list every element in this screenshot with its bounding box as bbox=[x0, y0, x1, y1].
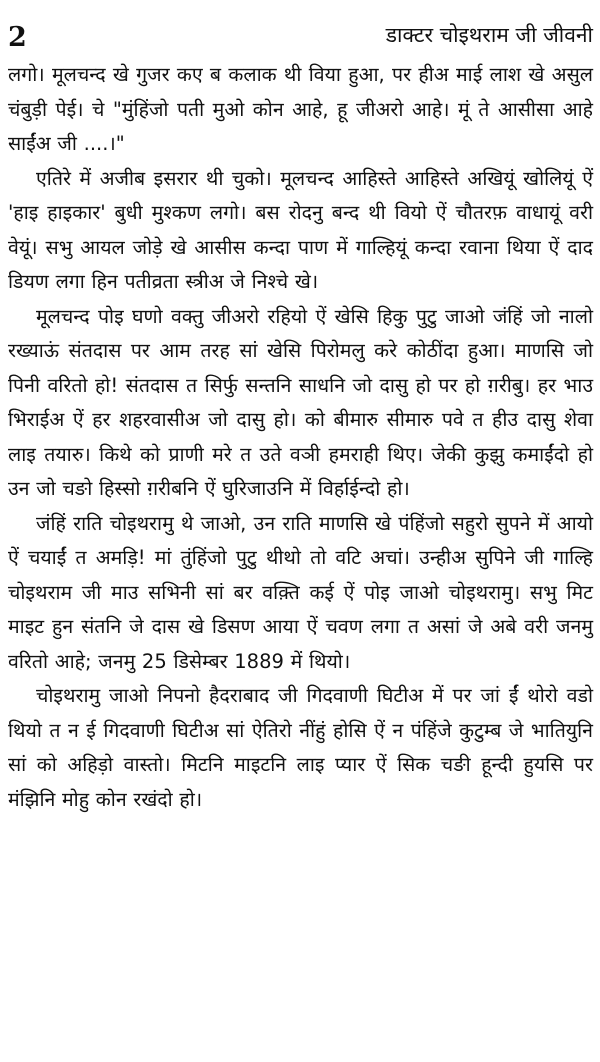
page-number: 2 bbox=[8, 22, 27, 53]
page-header bbox=[8, 24, 593, 58]
paragraph: चोइथरामु जाओ निपनो हैदराबाद जी गिदवाणी घिटीअ में पर जां ईं थोरो वडो थियो त न ई गिदवाणी घिटीअ सां ऐतिरो नींहुं होसि ऐं न पंहिंजे कुटुम्ब जे भातियुनि सां को अहिड़ो वास्तो। मिटनि माइटनि लाइ प्यार ऐं सिक चङी हून्दी हुयसि पर मंझिनि मोहु कोन रखंदो हो। bbox=[8, 684, 593, 811]
paragraph: मूलचन्द पोइ घणो वक्तु जीअरो रहियो ऐं खेसि हिकु पुटु जाओ जंहिं जो नालो रख्याऊं संतदास पर आम तरह सां खेसि पिरोमलु करे कोठींदा हुआ। माणसि जो पिनी वरितो हो! संतदास त सिर्फु सन्तनि साधनि जो दासु हो पर हो ग़रीबु। हर भाउ भिराईअ ऐं हर शहरवासीअ जो दासु हो। को बीमारु सीमारु पवे त हीउ दासु शेवा लाइ तयारु। किथे को प्राणी मरे त उते वञी हमराही थिए। जेकी कुझु कमाईंदो हो उन जो चङो हिस्सो ग़रीबनि ऐं घुरिजाउनि में विर्हाईन्दो हो। bbox=[8, 304, 593, 500]
body-text bbox=[8, 58, 593, 817]
paragraph: लगो। मूलचन्द खे गुजर कए ब कलाक थी विया हुआ, पर हीअ माई लाश खे असुल चंबुड़ी पेई। चे "मुंहिंजो पती मुओ कोन आहे, हू जीअरो आहे। मूं ते आसीसा आहे साईंअ जी ....।" bbox=[8, 63, 593, 155]
paragraph: जंहिं राति चोइथरामु थे जाओ, उन राति माणसि खे पंहिंजो सहुरो सुपने में आयो ऐं चयाईं त अमड़ि! मां तुंहिंजो पुटु थीथो तो वटि अचां। उन्हीअ सुपिने जी गाल्हि चोइथराम जी माउ सभिनी सां बर वक़्ति कई ऐं पोइ जाओ चोइथरामु। सभु मिट माइट हुन संतनि जे दास खे डिसण आया ऐं चवण लगा त असां जे अबे वरी जनमु वरितो आहे; जनमु 25 डिसेम्बर 1889 में थियो। bbox=[8, 511, 593, 673]
paragraph: एतिरे में अजीब इसरार थी चुको। मूलचन्द आहिस्ते आहिस्ते अखियूं खोलियूं ऐं 'हाइ हाइकार' बुधी मुश्कण लगो। बस रोदनु बन्द थी वियो ऐं चौतरफ़ वाधायूं वरी वेयूं। सभु आयल जोड़े खे आसीस कन्दा पाण में गाल्हियूं कन्दा रवाना थिया ऐं दाद डियण लगा हिन पतीव्रता स्त्रीअ जे निश्चे खे। bbox=[8, 166, 593, 293]
running-title: डाक्टर चोइथराम जी जीवनी bbox=[385, 23, 593, 47]
